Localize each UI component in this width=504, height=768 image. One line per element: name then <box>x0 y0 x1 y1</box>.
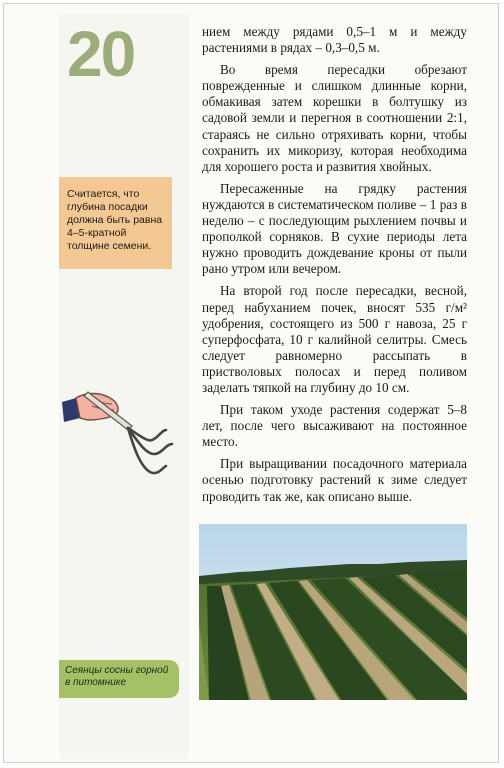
paragraph-6: При выращивании посадочного материала осенью подготовку растений к зиме следует проводить так же, как описано выше. <box>202 456 467 504</box>
article-body <box>202 24 467 511</box>
page-number: 20 <box>67 18 135 90</box>
paragraph-2: Во время пересадки обрезают поврежденные и слишком длинные корни, обмакивая затем корешки в болтушку из садовой земли и перегноя в соотношении 2:1, стараясь не сильно отряхивать корни, чтобы сохранить их микоризу, которая необходима для хорошего роста и развития хвойных. <box>202 62 467 174</box>
photo-caption: Сеянцы сосны горной в питомнике <box>59 660 179 698</box>
paragraph-5: При таком уходе растения содержат 5–8 лет, после чего высаживают на постоянное место. <box>202 402 467 450</box>
paragraph-4: На второй год после пересадки, весной, перед набуханием почек, вносят 535 г/м² удобрения, состоящего из 500 г навоза, 25 г суперфосфата, 10 г калийной селитры. Смесь следует равномерно рассыпать в пристволовых полосах и перед поливом заделать тяпкой на глубину до 10 см. <box>202 283 467 395</box>
paragraph-3: Пересаженные на грядку растения нуждаются в систематическом поливе – 1 раз в неделю – с последующим рыхлением почвы и прополкой сорняков. В сухие периоды лета нужно проводить дождевание кроны от пыли рано утром или вечером. <box>202 180 467 277</box>
sidebar-note: Считается, что глубина посадки должна быть равна 4–5-кратной толщине семени. <box>59 177 172 269</box>
pine-nursery-rows-photo <box>199 524 467 700</box>
hand-cultivator-icon <box>62 384 184 484</box>
book-page <box>3 3 499 763</box>
paragraph-1: нием между рядами 0,5–1 м и между растениями в рядах – 0,3–0,5 м. <box>202 24 467 56</box>
